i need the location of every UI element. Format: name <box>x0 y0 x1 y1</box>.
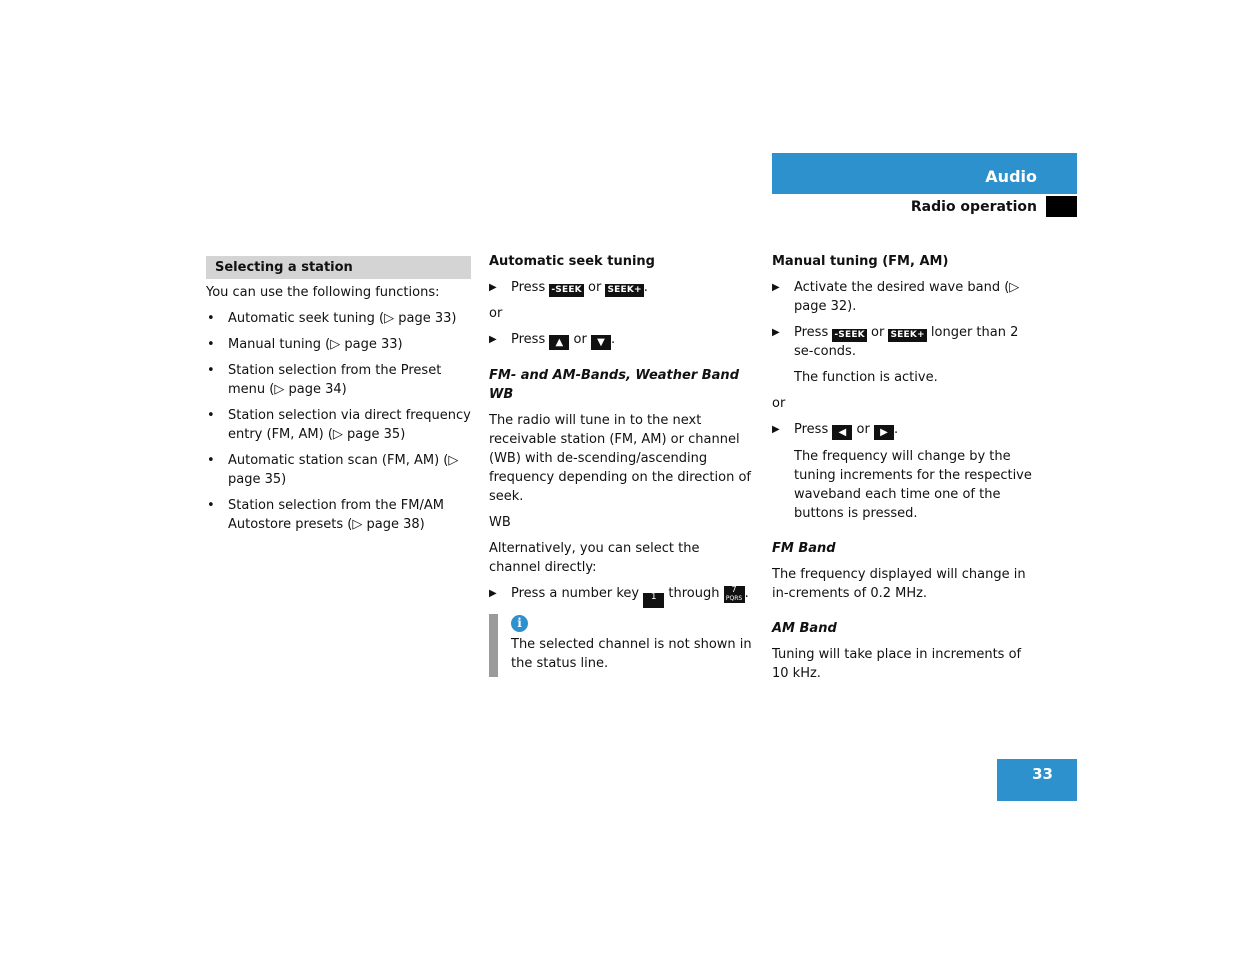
step-text: . <box>744 586 749 601</box>
list-item: • Manual tuning (▷ page 33) <box>207 337 403 352</box>
arrow-left-key-icon: ◀ <box>832 425 852 440</box>
step-item <box>489 584 754 608</box>
or-text: or <box>772 396 786 411</box>
sub-heading: AM Band <box>772 621 837 636</box>
step-text: or <box>588 280 602 295</box>
key-label: 1 <box>650 592 657 602</box>
step-text: or <box>856 422 870 437</box>
step-text: Press a number key <box>511 586 640 601</box>
list-item-text: Station selection via direct frequency entry (FM, AM) (▷ page 35) <box>228 408 471 442</box>
seek-up-key-icon: SEEK+ <box>890 330 925 340</box>
section-marker <box>1046 196 1077 217</box>
page-number-box <box>997 759 1077 801</box>
arrow-right-key-icon: ▶ <box>874 425 894 440</box>
step-text: through <box>668 586 720 601</box>
key-label: 7 <box>731 585 737 594</box>
list-item-text: Manual tuning (▷ page 33) <box>228 337 403 352</box>
step-item <box>489 278 754 297</box>
paragraph: Tuning will take place in increments of 10 kHz. <box>772 647 1022 681</box>
column-selecting-station <box>206 252 471 534</box>
step-item <box>772 278 1037 316</box>
step-item <box>772 420 1037 440</box>
step-item <box>772 323 1037 361</box>
paragraph: The frequency displayed will change in in-crements of 0.2 MHz. <box>772 567 1026 601</box>
section-heading: Manual tuning (FM, AM) <box>772 254 949 269</box>
step-text: Press <box>511 332 546 347</box>
list-item: • Station selection via direct frequency entry (FM, AM) (▷ page 35) <box>207 408 471 442</box>
or-text: or <box>489 306 503 321</box>
info-bar <box>489 614 498 677</box>
paragraph: Alternatively, you can select the channel directly: <box>489 541 700 575</box>
list-item-text: Automatic station scan (FM, AM) (▷ page 35) <box>228 453 459 487</box>
step-text: . <box>643 280 648 295</box>
step-text: longer than 2 se-conds. <box>794 325 1019 359</box>
number-key-7-icon <box>724 586 745 603</box>
paragraph: The frequency will change by the tuning increments for the respective waveband each time one of the buttons is pressed. <box>794 449 1032 521</box>
step-text: or <box>871 325 885 340</box>
seek-down-key-icon: -SEEK <box>551 285 582 295</box>
section-title: Radio operation <box>910 199 1037 215</box>
step-arrow-icon: ▶ <box>772 282 780 293</box>
step-arrow-icon: ▶ <box>772 327 780 338</box>
step-arrow-icon: ▶ <box>489 282 497 293</box>
section-heading: Selecting a station <box>206 256 471 279</box>
list-item: • Station selection from the Preset menu (▷ page 34) <box>207 363 442 397</box>
list-item-text: Station selection from the Preset menu (▷ page 34) <box>228 363 442 397</box>
page-number: 33 <box>1032 765 1053 783</box>
chapter-title: Audio <box>985 167 1037 186</box>
list-item: • Station selection from the FM/AM Autostore presets (▷ page 38) <box>207 498 444 532</box>
step-text: Activate the desired wave band (▷ page 32). <box>794 280 1020 314</box>
key-label: PQRS <box>725 595 743 602</box>
list-item-text: Automatic seek tuning (▷ page 33) <box>228 311 457 326</box>
info-note <box>489 614 754 673</box>
number-key-1-icon <box>643 593 664 608</box>
list-item: • Automatic seek tuning (▷ page 33) <box>207 311 457 326</box>
paragraph: The function is active. <box>794 370 938 385</box>
chapter-header-bar <box>772 153 1077 194</box>
column-automatic-seek <box>489 252 754 673</box>
arrow-down-key-icon: ▼ <box>591 335 611 350</box>
seek-down-key-icon: -SEEK <box>834 330 865 340</box>
step-arrow-icon: ▶ <box>489 588 497 599</box>
step-arrow-icon: ▶ <box>489 334 497 345</box>
step-text: or <box>573 332 587 347</box>
step-text: Press <box>794 325 829 340</box>
section-heading: Automatic seek tuning <box>489 254 655 269</box>
list-item: • Automatic station scan (FM, AM) (▷ page 35) <box>207 453 459 487</box>
list-item-text: Station selection from the FM/AM Autostore presets (▷ page 38) <box>228 498 444 532</box>
arrow-up-key-icon: ▲ <box>549 335 569 350</box>
step-text: . <box>893 422 899 437</box>
column-manual-tuning <box>772 252 1037 683</box>
sub-heading: FM- and AM-Bands, Weather Band WB <box>489 368 739 402</box>
step-item <box>489 330 754 350</box>
step-text: . <box>610 332 616 347</box>
info-icon: i <box>511 615 528 632</box>
seek-up-key-icon: SEEK+ <box>607 285 642 295</box>
info-text: The selected channel is not shown in the status line. <box>511 637 752 671</box>
intro-text: You can use the following functions: <box>206 285 440 300</box>
step-text: Press <box>794 422 829 437</box>
paragraph: The radio will tune in to the next receivable station (FM, AM) or channel (WB) with de-scending/ascending frequency depending on the direction of seek. <box>489 413 751 504</box>
step-text: Press <box>511 280 546 295</box>
paragraph: WB <box>489 515 511 530</box>
step-arrow-icon: ▶ <box>772 424 780 435</box>
sub-heading: FM Band <box>772 541 836 556</box>
